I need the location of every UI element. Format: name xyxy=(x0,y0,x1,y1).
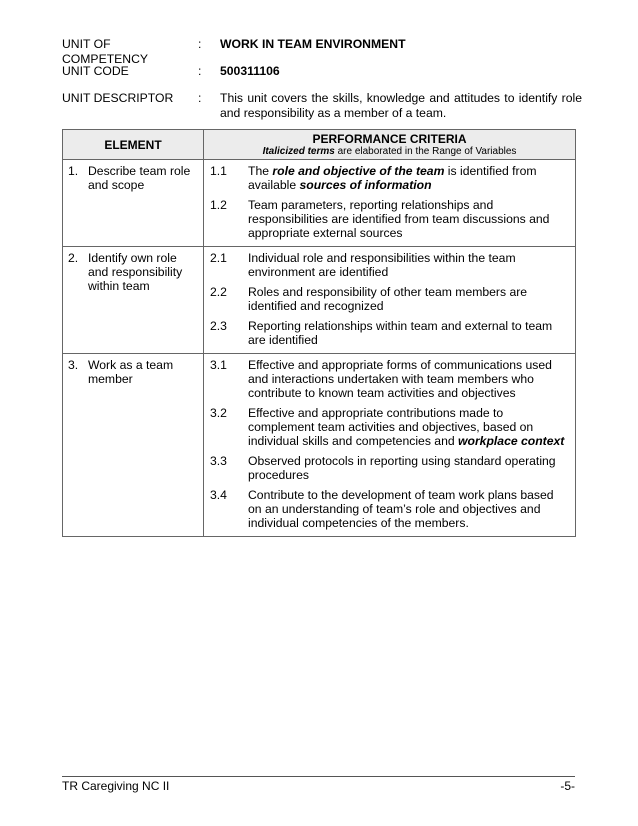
criterion xyxy=(210,454,567,482)
competency-value: WORK IN TEAM ENVIRONMENT xyxy=(220,37,406,51)
criterion-number: 3.1 xyxy=(210,358,227,372)
criterion-term: sources of information xyxy=(299,178,432,192)
criterion-term: role and objective of the team xyxy=(272,164,445,178)
criterion-text xyxy=(248,406,567,448)
criterion-text xyxy=(248,251,567,279)
criterion xyxy=(210,285,567,313)
unit-of-competency-row xyxy=(62,37,582,67)
table-header-row xyxy=(63,130,576,160)
element-number: 3. xyxy=(68,358,79,372)
footer-title: TR Caregiving NC II xyxy=(62,779,170,793)
descriptor-colon: : xyxy=(198,91,202,105)
code-label: UNIT CODE xyxy=(62,64,129,78)
criterion-number: 2.1 xyxy=(210,251,227,265)
table-row xyxy=(63,354,576,537)
element-text: Describe team role and scope xyxy=(88,164,191,192)
criterion-segment: Observed protocols in reporting using standard operating procedures xyxy=(248,454,556,482)
unit-descriptor-row xyxy=(62,91,582,121)
element-item xyxy=(68,251,197,293)
element-item xyxy=(68,164,197,192)
performance-criteria-column-header xyxy=(204,130,576,160)
criterion-number: 3.3 xyxy=(210,454,227,468)
element-cell xyxy=(63,354,204,537)
descriptor-label: UNIT DESCRIPTOR xyxy=(62,91,174,105)
criterion xyxy=(210,406,567,448)
criterion-number: 2.3 xyxy=(210,319,227,333)
table-row xyxy=(63,247,576,354)
criterion-segment: Team parameters, reporting relationships and responsibilities are identified from team discussions and appropriate external sources xyxy=(248,198,550,240)
pc-header-note xyxy=(204,146,575,158)
table-row xyxy=(63,160,576,247)
element-cell xyxy=(63,160,204,247)
criterion-segment: is identified from available xyxy=(248,164,537,192)
criterion-segment: The xyxy=(248,164,273,178)
criteria-cell xyxy=(204,160,576,247)
code-colon: : xyxy=(198,64,202,78)
criterion-text xyxy=(248,358,567,400)
descriptor-value: This unit covers the skills, knowledge and attitudes to identify role and responsibility as a member of a team. xyxy=(220,91,582,120)
criterion-number: 3.4 xyxy=(210,488,227,502)
criterion xyxy=(210,164,567,192)
element-cell xyxy=(63,247,204,354)
criterion-term: workplace context xyxy=(458,434,565,448)
criterion-text xyxy=(248,164,567,192)
criterion xyxy=(210,251,567,279)
criterion-segment: Individual role and responsibilities within the team environment are identified xyxy=(248,251,516,279)
criterion-text xyxy=(248,319,567,347)
criterion-number: 2.2 xyxy=(210,285,227,299)
criterion-number: 3.2 xyxy=(210,406,227,420)
element-item xyxy=(68,358,197,386)
footer-rule xyxy=(62,776,575,777)
criterion-text xyxy=(248,454,567,482)
page-number: -5- xyxy=(560,779,575,793)
criterion xyxy=(210,319,567,347)
criterion-number: 1.1 xyxy=(210,164,227,178)
element-text: Work as a team member xyxy=(88,358,174,386)
competency-colon: : xyxy=(198,37,202,51)
element-number: 1. xyxy=(68,164,79,178)
pc-header-note-italic: Italicized terms xyxy=(262,146,335,157)
criterion-text xyxy=(248,198,567,240)
unit-code-row xyxy=(62,64,582,79)
criterion-text xyxy=(248,285,567,313)
criteria-cell xyxy=(204,247,576,354)
element-number: 2. xyxy=(68,251,79,265)
element-text: Identify own role and responsibility within team xyxy=(88,251,183,293)
criterion xyxy=(210,198,567,240)
criterion-text xyxy=(248,488,567,530)
criteria-cell xyxy=(204,354,576,537)
criterion-segment: Contribute to the development of team work plans based on an understanding of team’s role and objectives and individual competencies of the members. xyxy=(248,488,554,530)
code-value: 500311106 xyxy=(220,64,280,78)
criterion xyxy=(210,488,567,530)
element-column-header: ELEMENT xyxy=(63,130,204,160)
criterion-segment: Effective and appropriate contributions made to complement team activities and objectives, based on individual skills and competencies and xyxy=(248,406,534,448)
pc-header-note-rest: are elaborated in the Range of Variables xyxy=(334,146,517,157)
criterion-segment: Effective and appropriate forms of communications used and interactions undertaken with team members who contribute to known team activities and objectives xyxy=(248,358,552,400)
criterion-segment: Roles and responsibility of other team members are identified and recognized xyxy=(248,285,528,313)
competency-label: UNIT OF COMPETENCY xyxy=(62,37,148,66)
criterion xyxy=(210,358,567,400)
performance-criteria-table xyxy=(62,129,576,537)
criterion-segment: Reporting relationships within team and external to team are identified xyxy=(248,319,553,347)
pc-header-title: PERFORMANCE CRITERIA xyxy=(312,132,467,146)
criterion-number: 1.2 xyxy=(210,198,227,212)
